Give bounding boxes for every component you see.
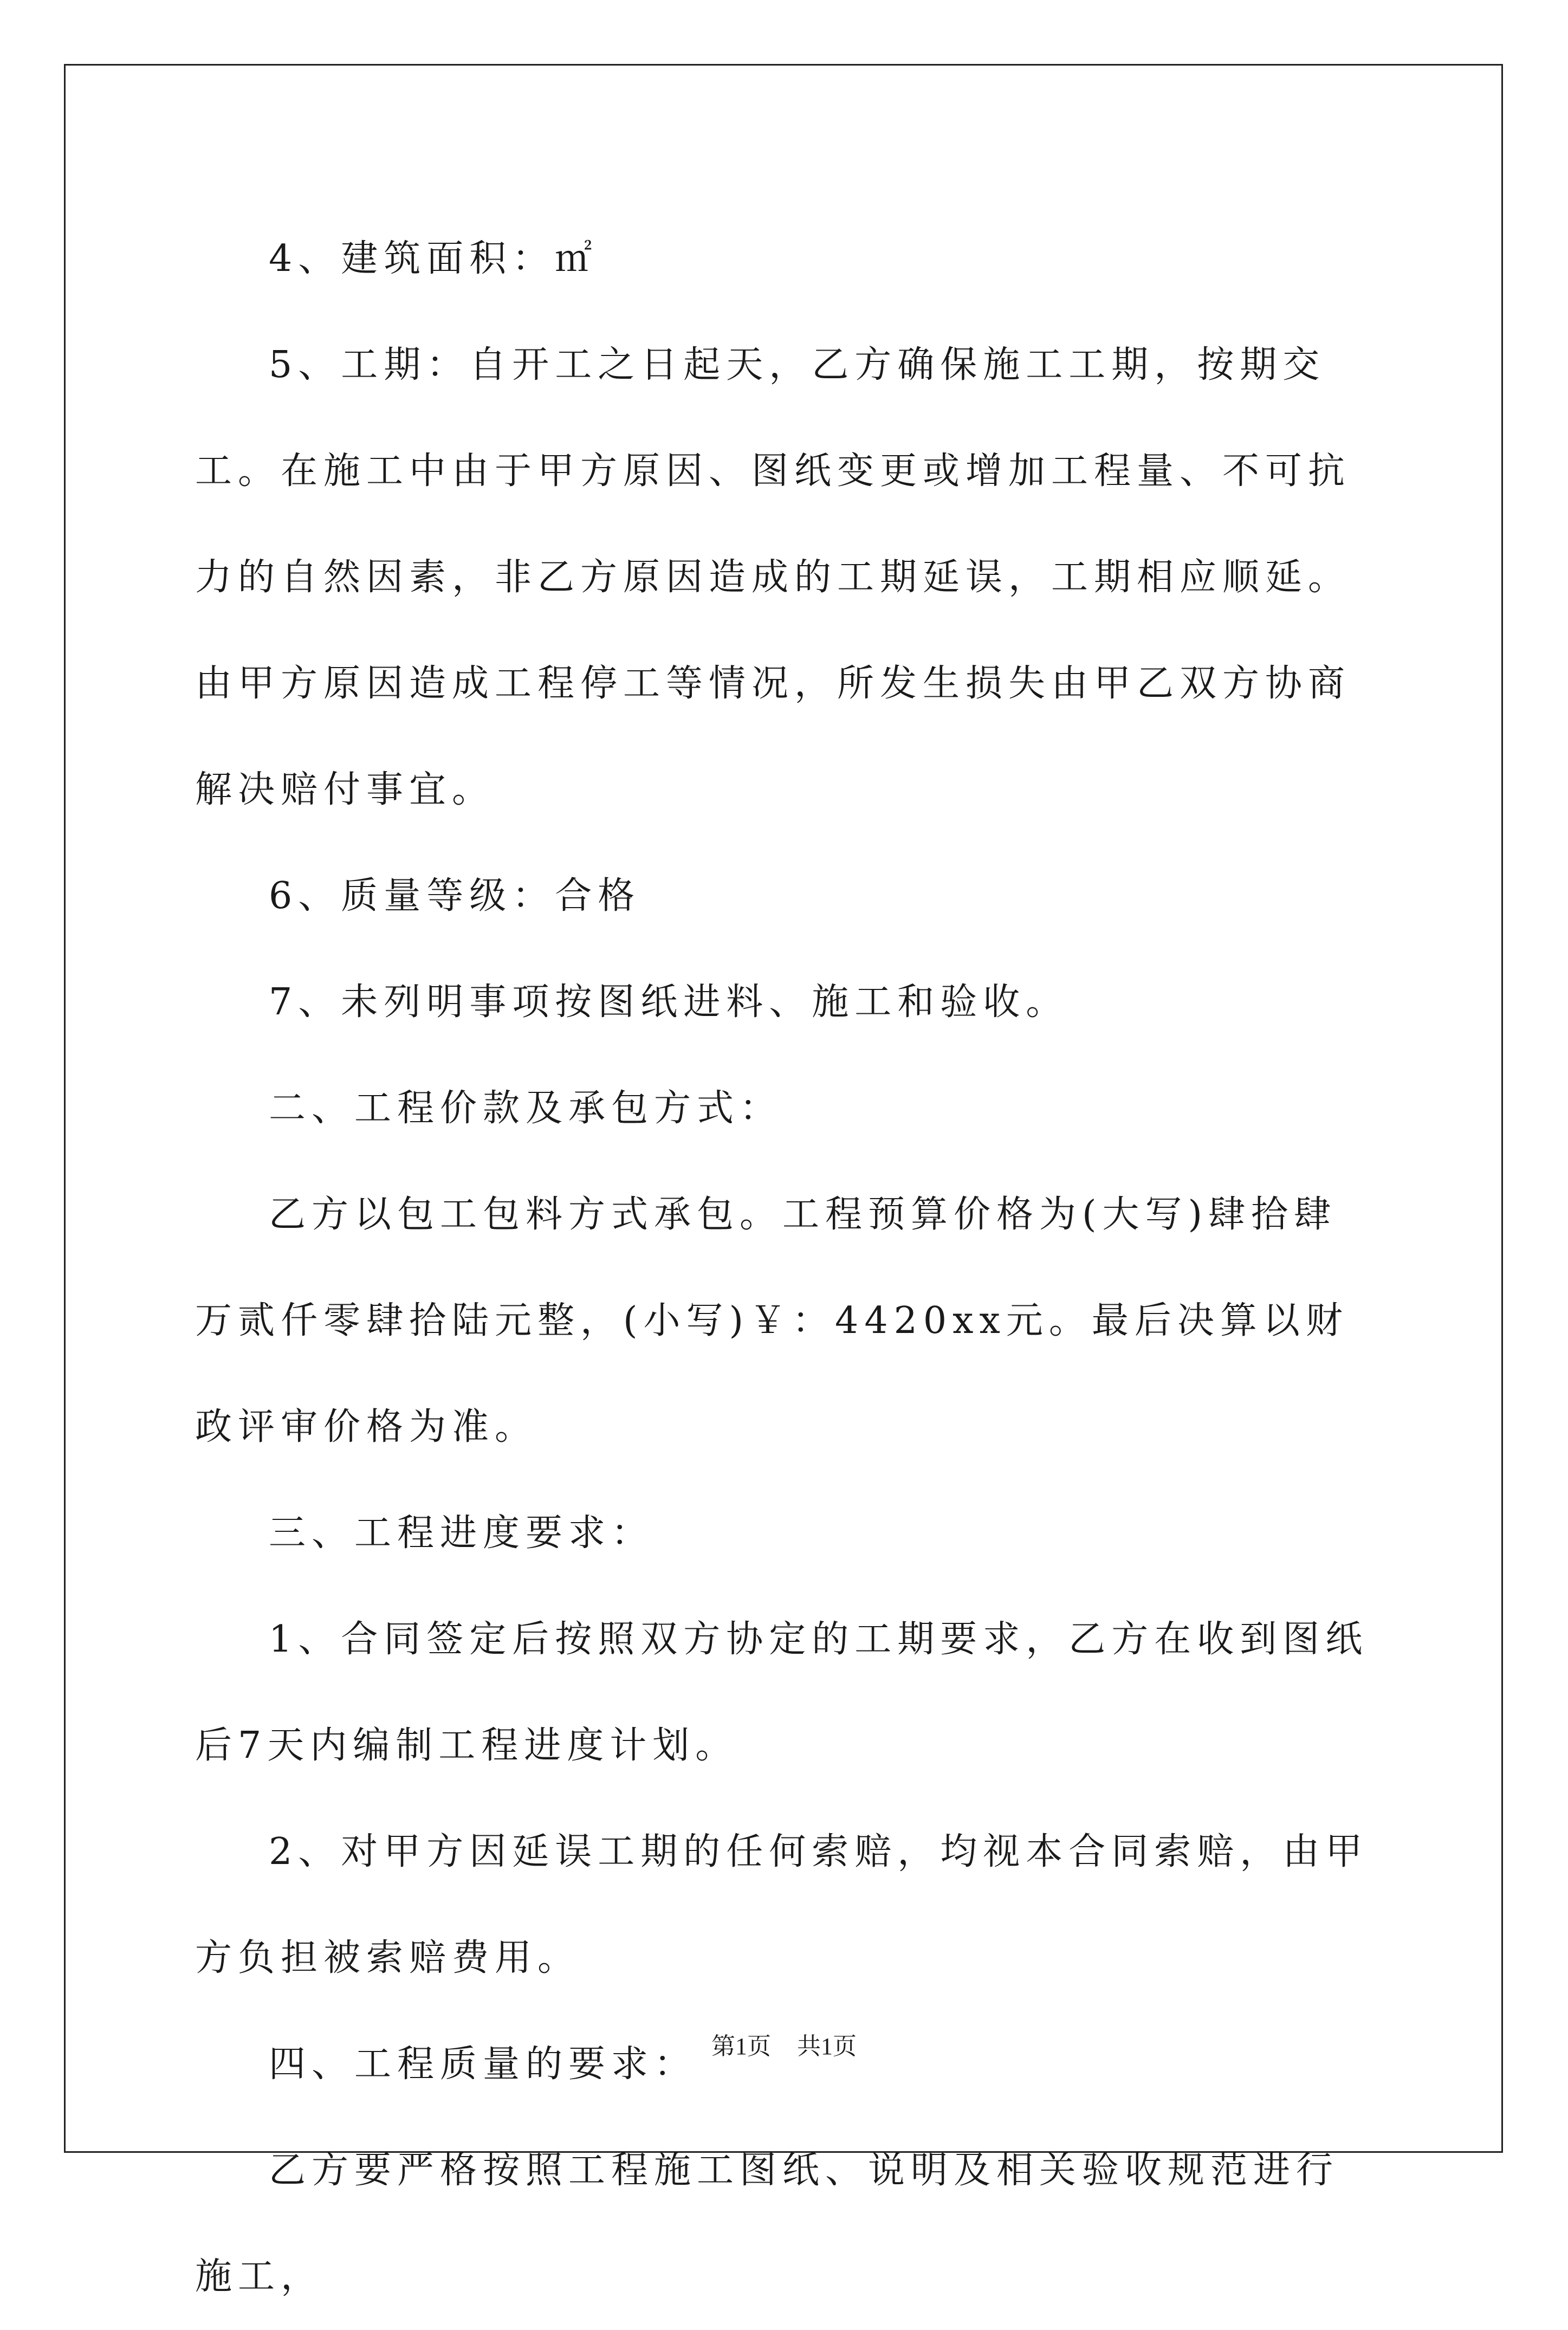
section-heading-price: 二、工程价款及承包方式：	[269, 1087, 783, 1130]
paragraph-quality-grade: 6、质量等级：合格	[269, 875, 641, 917]
paragraph-quality-requirements: 乙方要严格按照工程施工图纸、说明及相关验收规范进行施工，	[195, 2149, 1339, 2298]
paragraph-price-details: 乙方以包工包料方式承包。工程预算价格为(大写)肆拾肆万贰仟零肆拾陆元整，(小写)￥：4420xx元。最后决算以财政评审价格为准。	[195, 1193, 1349, 1448]
page-number-total: 共1页	[797, 2033, 857, 2060]
section-heading-quality: 四、工程质量的要求：	[269, 2043, 697, 2086]
paragraph-unlisted-items: 7、未列明事项按图纸进料、施工和验收。	[269, 981, 1069, 1024]
paragraph-building-area: 4、建筑面积：㎡	[269, 237, 598, 280]
paragraph-construction-period: 5、工期：自开工之日起天，乙方确保施工工期，按期交工。在施工中由于甲方原因、图纸变更或增加工程量、不可抗力的自然因素，非乙方原因造成的工期延误，工期相应顺延。由甲方原因造成工程停工等情况，所发生损失由甲乙双方协商解决赔付事宜。	[195, 344, 1351, 811]
page-footer	[0, 2027, 1568, 2061]
paragraph-schedule-plan: 1、合同签定后按照双方协定的工期要求，乙方在收到图纸后7天内编制工程进度计划。	[195, 1618, 1369, 1767]
document-body	[195, 206, 1376, 2330]
paragraph-claims: 2、对甲方因延误工期的任何索赔，均视本合同索赔，由甲方负担被索赔费用。	[195, 1830, 1369, 1979]
page-number-current: 第1页	[711, 2033, 771, 2060]
section-heading-schedule: 三、工程进度要求：	[269, 1512, 655, 1555]
